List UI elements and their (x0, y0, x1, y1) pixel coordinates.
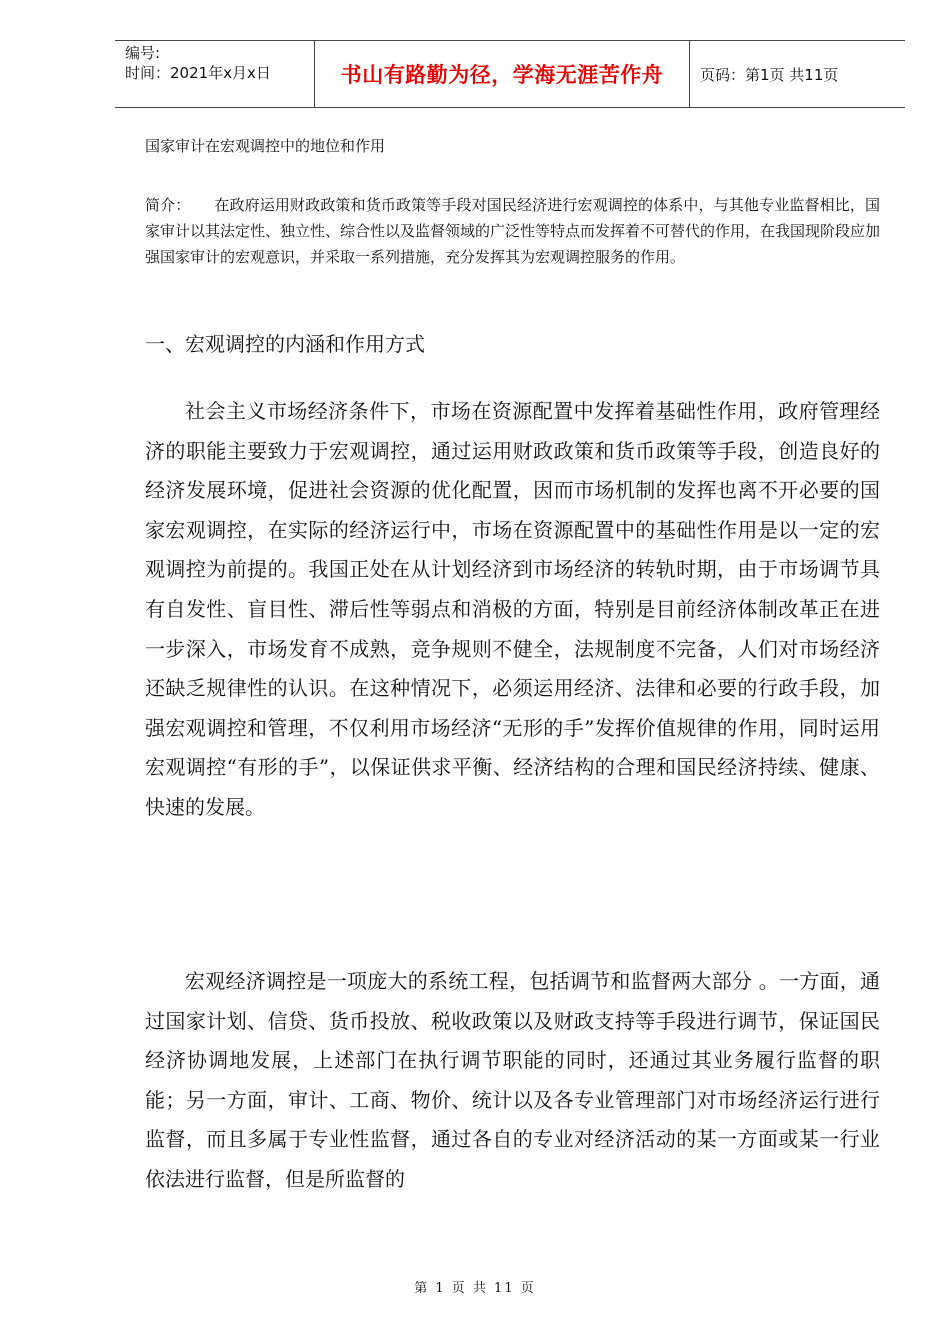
abstract-text: 在政府运用财政政策和货币政策等手段对国民经济进行宏观调控的体系中，与其他专业监督相比，国家审计以其法定性、独立性、综合性以及监督领域的广泛性等特点而发挥着不可替代的作用，在我国现阶段应加强国家审计的宏观意识，并采取一系列措施，充分发挥其为宏观调控服务的作用。 (145, 196, 881, 266)
body-paragraph-2: 宏观经济调控是一项庞大的系统工程，包括调节和监督两大部分 。一方面，通过国家计划、信贷、货币投放、税收政策以及财政支持等手段进行调节，保证国民经济协调地发展，上述部门在执行调节职能的同时，还通过其业务履行监督的职能；另一方面，审计、工商、物价、统计以及各专业管理部门对市场经济运行进行监督，而且多属于专业性监督，通过各自的专业对经济活动的某一方面或某一行业依法进行监督，但是所监督的 (145, 969, 880, 1191)
document-title: 国家审计在宏观调控中的地位和作用 (145, 137, 386, 155)
section-heading: 一、宏观调控的内涵和作用方式 (145, 332, 425, 356)
document-abstract (145, 192, 880, 270)
header-motto: 书山有路勤为径，学海无涯苦作舟 (315, 41, 690, 107)
serial-number-label: 编号: (125, 44, 161, 62)
body-paragraph-1: 社会主义市场经济条件下，市场在资源配置中发挥着基础性作用，政府管理经济的职能主要致力于宏观调控，通过运用财政政策和货币政策等手段，创造良好的经济发展环境，促进社会资源的优化配置，因而市场机制的发挥也离不开必要的国家宏观调控，在实际的经济运行中，市场在资源配置中的基础性作用是以一定的宏观调控为前提的。我国正处在从计划经济到市场经济的转轨时期，由于市场调节具有自发性、盲目性、滞后性等弱点和消极的方面，特别是目前经济体制改革正在进一步深入，市场发育不成熟，竞争规则不健全，法规制度不完备，人们对市场经济还缺乏规律性的认识。在这种情况下，必须运用经济、法律和必要的行政手段，加强宏观调控和管理，不仅利用市场经济“无形的手”发挥价值规律的作用，同时运用宏观调控“有形的手”，以保证供求平衡、经济结构的合理和国民经济持续、健康、快速的发展。 (145, 399, 880, 819)
abstract-label: 简介： (145, 196, 191, 214)
header-meta (115, 41, 315, 107)
page-header (115, 40, 905, 108)
date-label: 时间：2021年x月x日 (125, 64, 271, 82)
page-footer: 第 1 页 共 11 页 (414, 1281, 536, 1296)
header-page-info: 页码：第1页 共11页 (700, 65, 839, 84)
